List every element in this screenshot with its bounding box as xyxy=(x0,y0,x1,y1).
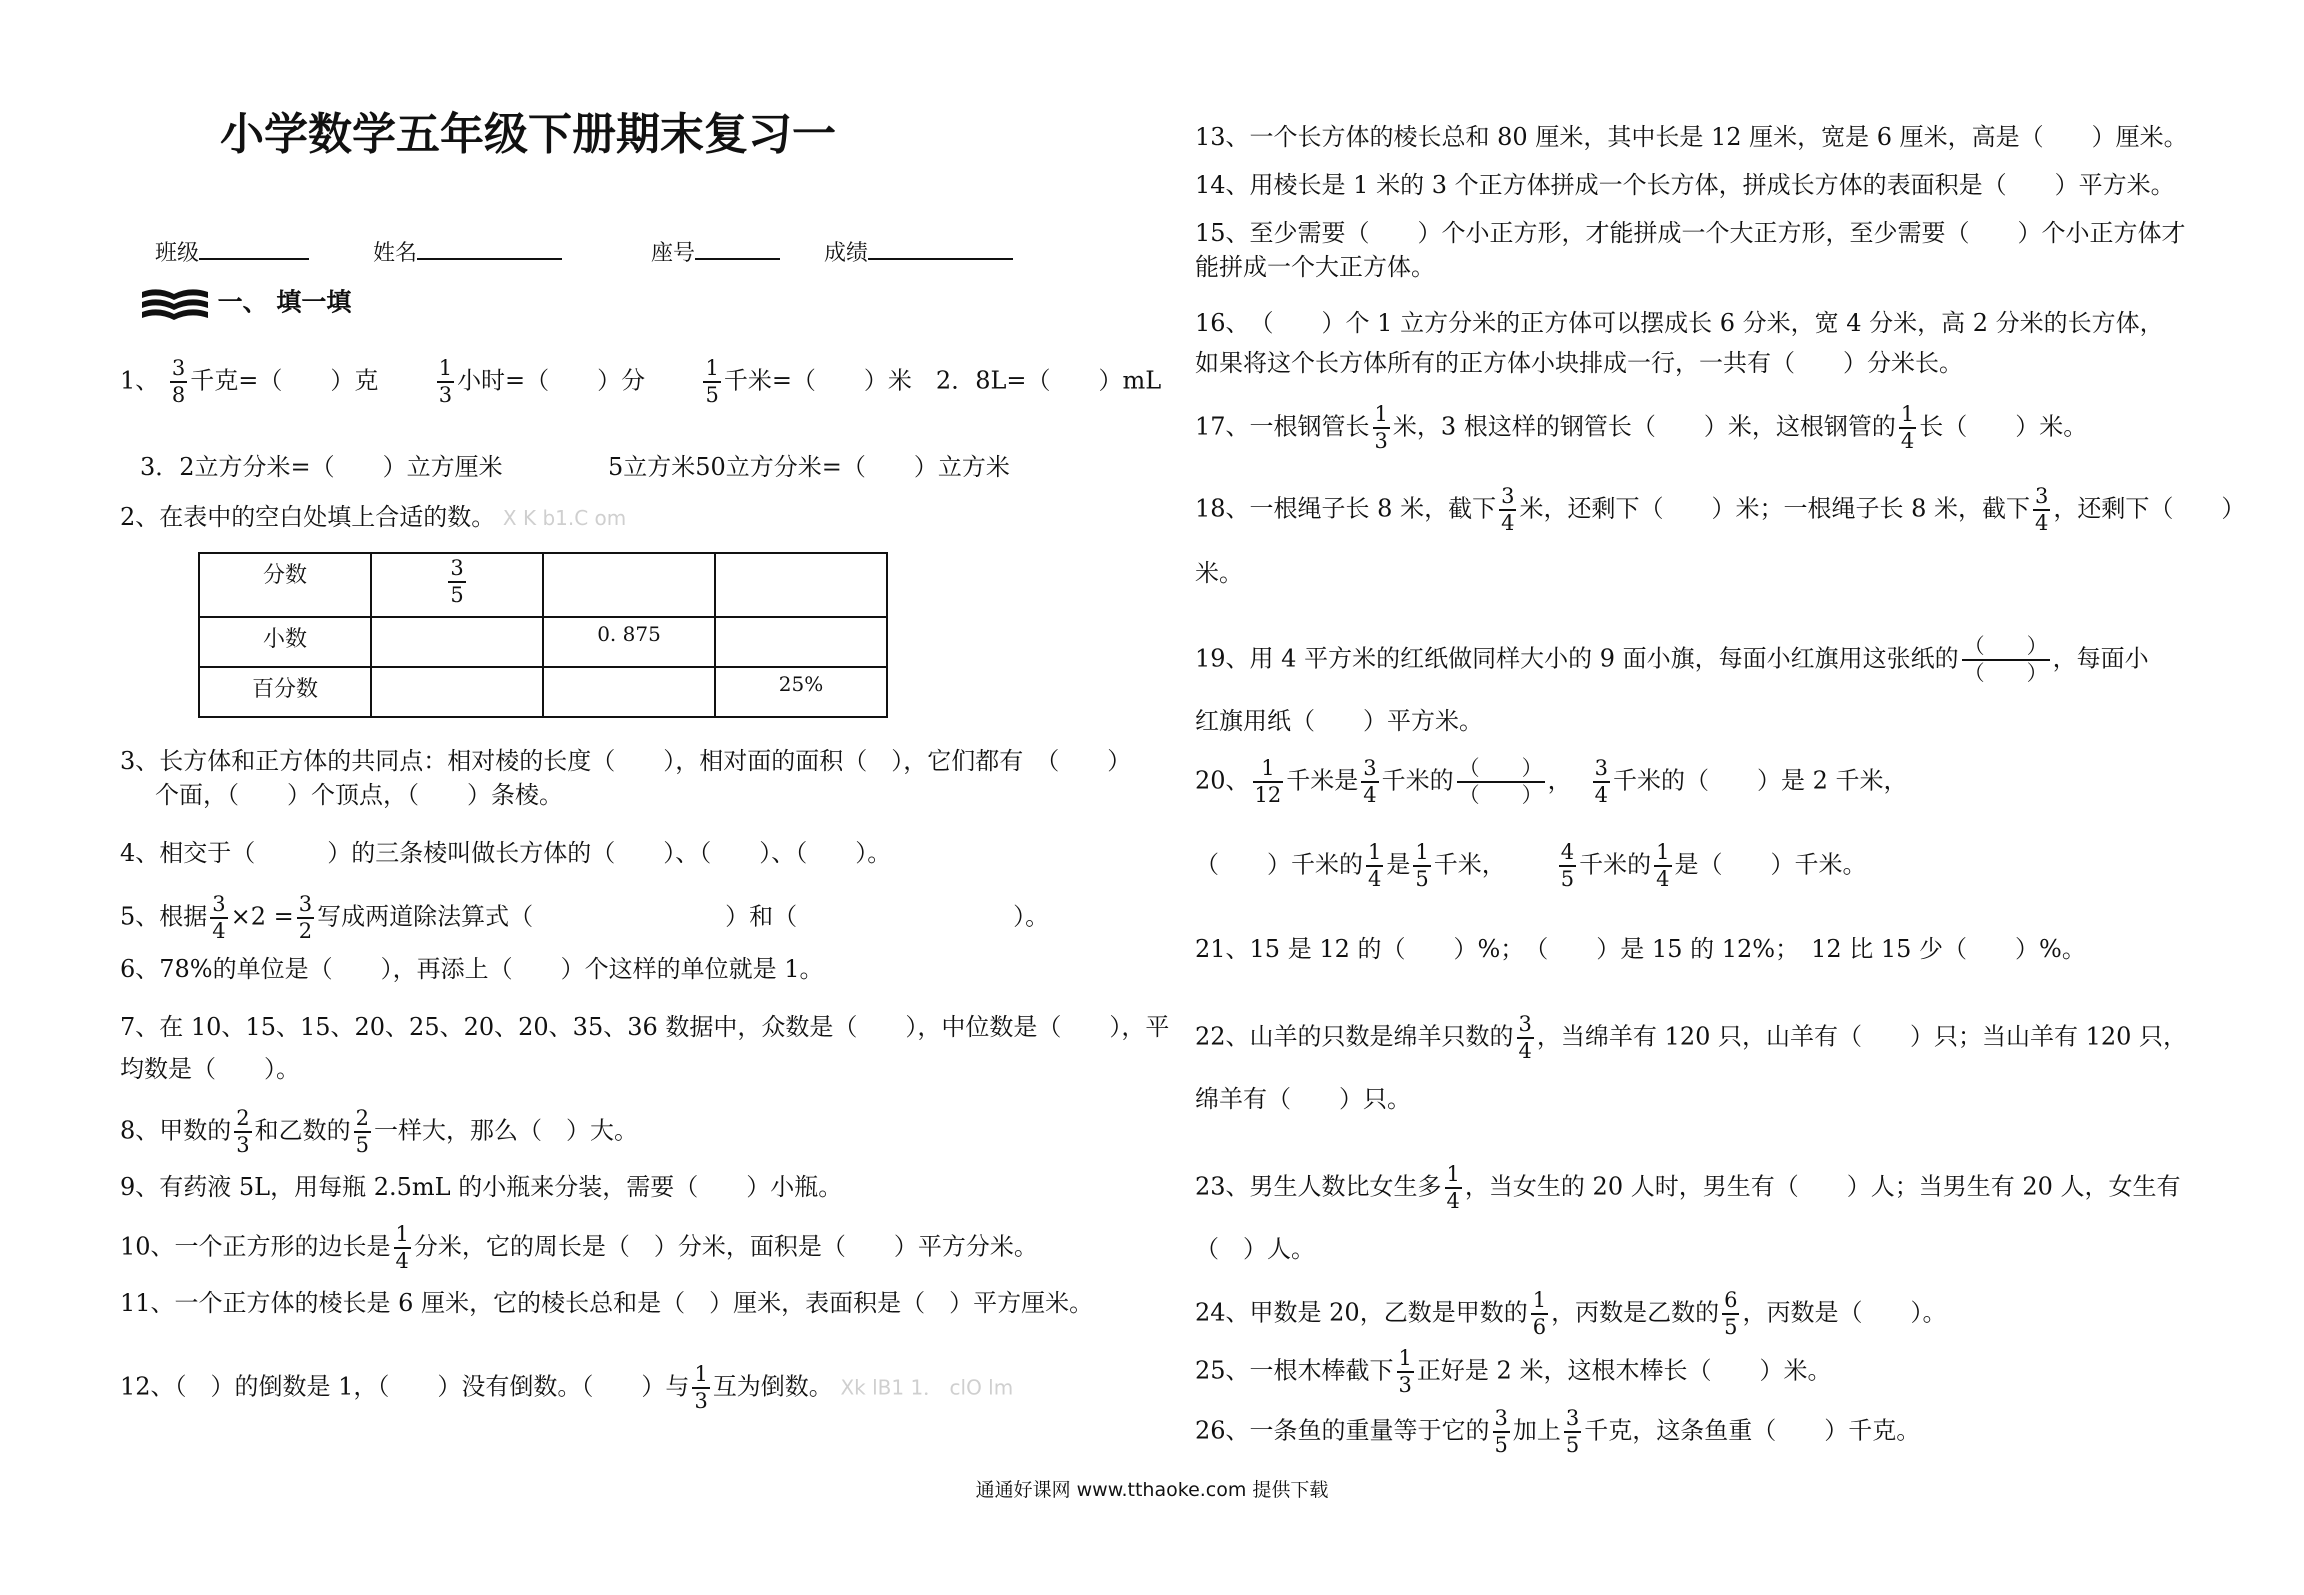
fraction xyxy=(1361,758,1378,806)
fraction xyxy=(1531,1290,1548,1338)
fraction xyxy=(1253,758,1284,806)
numerator: 1 xyxy=(1373,404,1390,429)
q1-number: 1、 xyxy=(120,366,160,395)
numerator: 3 xyxy=(1499,486,1516,511)
fraction xyxy=(1517,1014,1534,1062)
denominator: 5 xyxy=(1560,867,1575,891)
denominator: 4 xyxy=(1501,511,1515,535)
class-field[interactable] xyxy=(199,234,309,260)
numerator: （ ） xyxy=(1962,636,2050,661)
numerator: 6 xyxy=(1722,1290,1739,1315)
numerator: 3 xyxy=(210,894,227,919)
q20-text: 千米的（ ）是 2 千米， xyxy=(1613,766,1908,795)
question-7: 7、在 10、15、15、20、25、20、20、35、36 数据中，众数是（ ），中位数是（ ），平 xyxy=(120,1013,1170,1041)
numerator: 2 xyxy=(234,1108,251,1133)
q20-text: 20、 xyxy=(1195,766,1250,795)
table-cell: 0. 875 xyxy=(543,617,715,667)
fraction xyxy=(1559,842,1576,890)
q20-text: 千米的 xyxy=(1381,766,1454,795)
q20b-text: （ ）千米的 xyxy=(1195,850,1363,879)
q20-text: ， xyxy=(1547,766,1572,795)
numerator: 3 xyxy=(1564,1408,1581,1433)
q8-text: 一样大，那么（ ）大。 xyxy=(374,1116,639,1145)
q18-text: ，还剩下（ ） xyxy=(2053,494,2246,523)
fraction xyxy=(1457,758,1545,806)
table-row xyxy=(199,553,887,617)
denominator: 5 xyxy=(450,583,464,607)
numerator: （ ） xyxy=(1457,758,1545,783)
section-heading xyxy=(140,284,351,324)
question-8 xyxy=(120,1108,638,1156)
score-label: 成绩 xyxy=(824,241,869,266)
q1-part1: 千克=（ ）克 xyxy=(190,366,379,395)
question-20 xyxy=(1195,758,1908,806)
fraction xyxy=(437,358,454,406)
name-field[interactable] xyxy=(417,234,562,260)
question-22-cont: 绵羊有（ ）只。 xyxy=(1195,1085,1411,1113)
q12-text: 12、（ ）的倒数是 1，（ ）没有倒数。（ ）与 xyxy=(120,1372,690,1401)
question-17 xyxy=(1195,404,2087,452)
table-row xyxy=(199,667,887,717)
denominator: 4 xyxy=(1656,867,1670,891)
fraction xyxy=(1654,842,1671,890)
numerator: 2 xyxy=(354,1108,371,1133)
denominator: 3 xyxy=(236,1133,250,1157)
class-label: 班级 xyxy=(155,241,200,266)
q12-text: 互为倒数。 xyxy=(712,1372,833,1401)
q20b-text: 千米， xyxy=(1433,850,1506,879)
score-field[interactable] xyxy=(868,234,1013,260)
q8-text: 8、甲数的 xyxy=(120,1116,232,1145)
question-9: 9、有药液 5L，用每瓶 2.5mL 的小瓶来分装，需要（ ）小瓶。 xyxy=(120,1173,843,1201)
table-cell: 分数 xyxy=(199,553,371,617)
table-cell[interactable] xyxy=(715,553,887,617)
denominator: 5 xyxy=(1565,1433,1580,1457)
question-23 xyxy=(1195,1164,2181,1212)
denominator: 12 xyxy=(1254,783,1282,807)
denominator: 8 xyxy=(171,383,186,407)
q1-part3: 千米=（ ）米 2．8L=（ ）mL xyxy=(723,366,1162,395)
q18-text: 米，还剩下（ ）米；一根绳子长 8 米，截下 xyxy=(1519,494,2030,523)
book-icon xyxy=(140,284,210,324)
section-title: 一、 填一填 xyxy=(217,287,352,317)
q8-text: 和乙数的 xyxy=(254,1116,351,1145)
denominator: 4 xyxy=(1518,1039,1532,1063)
denominator: （ ） xyxy=(1458,783,1543,807)
question-5 xyxy=(120,894,1049,942)
fraction xyxy=(297,894,314,942)
q20b-text: 是（ ）千米。 xyxy=(1674,850,1867,879)
question-11: 11、一个正方体的棱长是 6 厘米，它的棱长总和是（ ）厘米，表面积是（ ）平方厘米。 xyxy=(120,1289,1094,1317)
numerator: 3 xyxy=(2033,486,2050,511)
numerator: 3 xyxy=(448,558,465,583)
question-20b xyxy=(1195,842,1867,890)
q22-text: ，当绵羊有 120 只，山羊有（ ）只；当山羊有 120 只， xyxy=(1536,1022,2188,1051)
question-15: 15、至少需要（ ）个小正方形，才能拼成一个大正方形，至少需要（ ）个小正方体才 xyxy=(1195,219,2186,247)
question-2 xyxy=(120,500,626,535)
q18-text: 18、一根绳子长 8 米，截下 xyxy=(1195,494,1497,523)
fill-table xyxy=(198,552,888,718)
denominator: 2 xyxy=(298,919,313,943)
name-label: 姓名 xyxy=(373,241,418,266)
fraction xyxy=(703,358,720,406)
q19-text: ，每面小 xyxy=(2052,644,2149,673)
q2-text: 2、在表中的空白处填上合适的数。 xyxy=(120,503,496,531)
page-title: 小学数学五年级下册期末复习一 xyxy=(220,109,836,160)
fraction xyxy=(1564,1408,1581,1456)
table-cell[interactable] xyxy=(715,617,887,667)
question-1b xyxy=(140,450,1010,484)
denominator: 5 xyxy=(705,383,719,407)
question-7-cont: 均数是（ ）。 xyxy=(120,1055,300,1083)
table-cell: 小数 xyxy=(199,617,371,667)
denominator: 3 xyxy=(694,1389,708,1413)
q26-text: 千克，这条鱼重（ ）千克。 xyxy=(1584,1416,1921,1445)
q23-text: 23、男生人数比女生多 xyxy=(1195,1172,1442,1201)
numerator: 1 xyxy=(394,1224,411,1249)
numerator: 1 xyxy=(703,358,720,383)
q17-text: 17、一根钢管长 xyxy=(1195,412,1370,441)
q20b-text: 千米的 xyxy=(1579,850,1652,879)
denominator: 4 xyxy=(212,919,226,943)
question-19-cont: 红旗用纸（ ）平方米。 xyxy=(1195,707,1483,735)
fraction xyxy=(354,1108,371,1156)
fraction xyxy=(1397,1348,1414,1396)
fraction xyxy=(1445,1164,1462,1212)
fraction xyxy=(234,1108,251,1156)
denominator: 3 xyxy=(1374,429,1388,453)
denominator: 5 xyxy=(1494,1433,1508,1457)
denominator: 5 xyxy=(355,1133,370,1157)
numerator: 3 xyxy=(297,894,314,919)
question-1 xyxy=(120,358,1161,406)
denominator: 4 xyxy=(1594,783,1609,807)
numerator: 1 xyxy=(1445,1164,1462,1189)
q22-text: 22、山羊的只数是绵羊只数的 xyxy=(1195,1022,1514,1051)
question-13: 13、一个长方体的棱长总和 80 厘米，其中长是 12 厘米，宽是 6 厘米，高是（ ）厘米。 xyxy=(1195,123,2188,151)
question-25 xyxy=(1195,1348,1831,1396)
table-cell[interactable] xyxy=(371,667,543,717)
denominator: 5 xyxy=(1724,1315,1738,1339)
denominator: 4 xyxy=(1900,429,1915,453)
fraction xyxy=(1593,758,1610,806)
question-23-cont: （ ）人。 xyxy=(1195,1235,1315,1263)
numerator: 1 xyxy=(1413,842,1430,867)
denominator: 4 xyxy=(2034,511,2049,535)
question-14: 14、用棱长是 1 米的 3 个正方体拼成一个长方体，拼成长方体的表面积是（ ）平方米。 xyxy=(1195,171,2175,199)
denominator: （ ） xyxy=(1963,661,2048,685)
denominator: 3 xyxy=(1398,1373,1412,1397)
denominator: 4 xyxy=(1368,867,1382,891)
watermark: Xk lB1 1． clO lm xyxy=(840,1375,1014,1400)
question-16: 16、 （ ）个 1 立方分米的正方体可以摆成长 6 分米，宽 4 分米，高 2 分米的长方体， xyxy=(1195,309,2164,337)
denominator: 3 xyxy=(438,383,453,407)
question-12 xyxy=(120,1364,1013,1412)
page-footer: 通通好课网 www.tthaoke.com 提供下载 xyxy=(975,1479,1329,1501)
q26-text: 26、一条鱼的重量等于它的 xyxy=(1195,1416,1490,1445)
fraction xyxy=(210,894,227,942)
question-19 xyxy=(1195,636,2149,684)
fraction xyxy=(448,558,465,606)
question-24 xyxy=(1195,1290,1946,1338)
denominator: 5 xyxy=(1415,867,1429,891)
q1b-part1: 3．2立方分米=（ ）立方厘米 xyxy=(140,453,503,481)
q24-text: ，丙数是（ ）。 xyxy=(1742,1298,1947,1327)
q10-text: 10、一个正方形的边长是 xyxy=(120,1232,391,1261)
q24-text: 24、甲数是 20，乙数是甲数的 xyxy=(1195,1298,1528,1327)
fraction xyxy=(1366,842,1383,890)
numerator: 1 xyxy=(1366,842,1383,867)
q1-part2: 小时=（ ）分 xyxy=(457,366,646,395)
denominator: 4 xyxy=(395,1249,409,1273)
q17-text: 长（ ）米。 xyxy=(1919,412,2088,441)
question-21: 21、15 是 12 的（ ）%； （ ）是 15 的 12%； 12 比 15 少（ ）%。 xyxy=(1195,935,2086,963)
denominator: 4 xyxy=(1446,1189,1460,1213)
denominator: 4 xyxy=(1363,783,1377,807)
table-row xyxy=(199,617,887,667)
question-4: 4、相交于（ ）的三条棱叫做长方体的（ ）、（ ）、（ ）。 xyxy=(120,839,892,867)
fraction xyxy=(2033,486,2050,534)
numerator: 3 xyxy=(1493,1408,1510,1433)
fraction xyxy=(394,1224,411,1272)
question-10 xyxy=(120,1224,1038,1272)
question-16-cont: 如果将这个长方体所有的正方体小块排成一行，一共有（ ）分米长。 xyxy=(1195,349,1963,377)
table-cell[interactable] xyxy=(543,667,715,717)
fraction xyxy=(1373,404,1390,452)
seat-label: 座号 xyxy=(651,241,696,266)
numerator: 1 xyxy=(1531,1290,1548,1315)
numerator: 1 xyxy=(1899,404,1916,429)
question-3-cont: 个面，（ ）个顶点，（ ）条棱。 xyxy=(155,781,563,809)
q19-text: 19、用 4 平方米的红纸做同样大小的 9 面小旗，每面小红旗用这张纸的 xyxy=(1195,644,1959,673)
fraction xyxy=(1722,1290,1739,1338)
numerator: 1 xyxy=(437,358,454,383)
q25-text: 正好是 2 米，这根木棒长（ ）米。 xyxy=(1416,1356,1832,1385)
fraction xyxy=(1899,404,1916,452)
q10-text: 分米，它的周长是（ ）分米，面积是（ ）平方分米。 xyxy=(413,1232,1038,1261)
table-cell: 25% xyxy=(715,667,887,717)
watermark: X K b1.C om xyxy=(502,506,627,530)
q5-text: 5、根据 xyxy=(120,902,208,931)
fraction xyxy=(170,358,187,406)
numerator: 1 xyxy=(1253,758,1284,783)
question-26 xyxy=(1195,1408,1920,1456)
numerator: 4 xyxy=(1559,842,1576,867)
q5-text: ×2 = xyxy=(230,902,294,931)
numerator: 3 xyxy=(1361,758,1378,783)
question-6: 6、78%的单位是（ ），再添上（ ）个这样的单位就是 1。 xyxy=(120,955,824,983)
table-cell xyxy=(371,553,543,617)
denominator: 6 xyxy=(1532,1315,1547,1339)
question-15-cont: 能拼成一个大正方体。 xyxy=(1195,253,1435,281)
q20b-text: 是 xyxy=(1386,850,1411,879)
numerator: 3 xyxy=(1517,1014,1534,1039)
q17-text: 米，3 根这样的钢管长（ ）米，这根钢管的 xyxy=(1392,412,1896,441)
fraction xyxy=(1962,636,2050,684)
fraction xyxy=(692,1364,709,1412)
question-22 xyxy=(1195,1014,2187,1062)
numerator: 1 xyxy=(1397,1348,1414,1373)
header-fields xyxy=(155,234,1013,271)
q1b-part2: 5立方米50立方分米=（ ）立方米 xyxy=(607,453,1010,481)
numerator: 1 xyxy=(1654,842,1671,867)
q26-text: 加上 xyxy=(1512,1416,1561,1445)
question-18 xyxy=(1195,486,2245,534)
question-3: 3、长方体和正方体的共同点：相对棱的长度（ ），相对面的面积（ ），它们都有 （ ） xyxy=(120,747,1132,775)
fraction xyxy=(1493,1408,1510,1456)
numerator: 3 xyxy=(1593,758,1610,783)
fraction xyxy=(1499,486,1516,534)
table-cell: 百分数 xyxy=(199,667,371,717)
fraction xyxy=(1413,842,1430,890)
table-cell[interactable] xyxy=(371,617,543,667)
q25-text: 25、一根木棒截下 xyxy=(1195,1356,1394,1385)
q5-text: 写成两道除法算式（ ）和（ ）。 xyxy=(317,902,1050,931)
numerator: 3 xyxy=(170,358,187,383)
q23-text: ，当女生的 20 人时，男生有（ ）人；当男生有 20 人，女生有 xyxy=(1464,1172,2181,1201)
table-cell[interactable] xyxy=(543,553,715,617)
q24-text: ，丙数是乙数的 xyxy=(1551,1298,1720,1327)
numerator: 1 xyxy=(692,1364,709,1389)
question-18-cont: 米。 xyxy=(1195,559,1243,587)
seat-field[interactable] xyxy=(695,234,780,260)
q20-text: 千米是 xyxy=(1286,766,1359,795)
